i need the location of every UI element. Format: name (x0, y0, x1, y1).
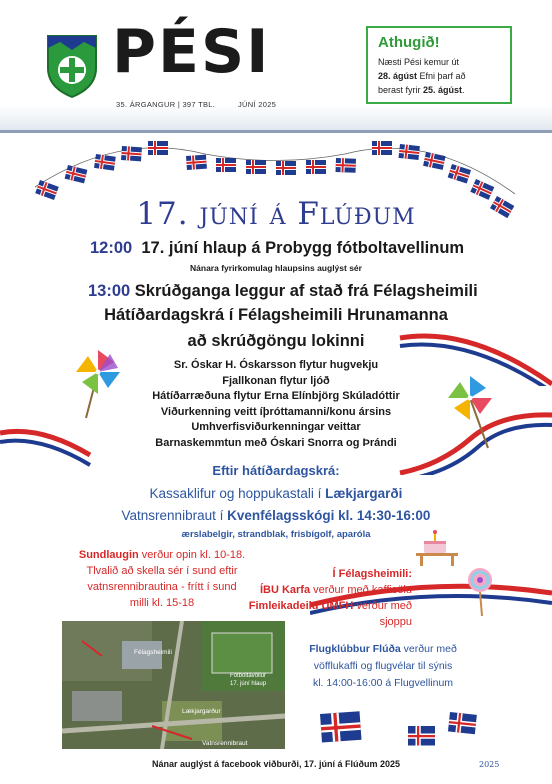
notice-line1: Næsti Pési kemur út (378, 57, 460, 67)
bunting-flag (276, 161, 296, 175)
bunting-flag (216, 158, 236, 172)
issue-date: JÚNÍ 2025 (238, 100, 277, 109)
pool-line-4: milli kl. 15-18 (129, 597, 195, 609)
hall-line-1: verður með kaffisölu (310, 584, 412, 596)
notice-text (378, 55, 500, 97)
notice-submit-date: 25. ágúst (423, 85, 463, 95)
pinwheel-icon (444, 374, 494, 450)
flight-line-3: kl. 14:00-16:00 á Flugvellinum (312, 677, 454, 689)
program-item: Hátíðarræðuna flytur Erna Elínbjörg Skúladóttir (152, 390, 400, 403)
cake-icon (412, 527, 462, 567)
run-line (90, 239, 464, 258)
pool-line-3: vatnsrennibrautina - frítt í sund (87, 581, 237, 593)
notice-title: Athugið! (378, 34, 440, 51)
bunting-flag (246, 160, 266, 174)
bunting-flag (372, 141, 392, 155)
flight-line-2: vöfflukaffi og flugvélar til sýnis (313, 660, 453, 672)
flight-club-name: Flugklúbbur Flúða (309, 643, 401, 655)
after-line-2-place: Kvenfélagsskógi kl. 14:30-16:00 (227, 508, 431, 523)
map-label-garden: Lækjargarður (182, 708, 221, 715)
program-item: Sr. Óskar H. Óskarsson flytur hugvekju (173, 359, 379, 371)
hall-club-2: Fimleikadeild UMFH (248, 600, 354, 612)
flight-club-info (294, 641, 472, 692)
bunting-flag (94, 154, 116, 171)
flight-line-1: verður með (400, 643, 457, 655)
map-label-field: Fótboltavöllur (230, 673, 267, 679)
flag-group (318, 710, 488, 760)
pool-line-2: Tlvalið að skella sér í sund eftir (86, 565, 238, 577)
run-subtext: Nánara fyrirkomulag hlaupsins auglýst sér (190, 263, 362, 273)
program-item: Barnaskemmtun með Óskari Snorra og Þrándi (155, 436, 397, 449)
run-text: 17. júní hlaup á Probygg fótboltavellinum (141, 239, 465, 257)
lollipop-icon (464, 566, 496, 618)
municipal-crest-icon (46, 34, 98, 98)
edition-label: 35. ÁRGANGUR | 397 TBL. (116, 100, 216, 109)
parade-time: 13:00 (88, 282, 131, 300)
bunting-flag (399, 144, 420, 160)
pool-title: Sundlaugin (78, 549, 139, 561)
after-line-1-text: Kassaklifur og hoppukastali í (149, 486, 326, 501)
after-line-1 (0, 486, 552, 501)
iceland-flag-icon (448, 712, 477, 734)
after-line-3: ærslabelgir, strandblak, frisbígolf, aparóla (181, 529, 371, 540)
festival-line-2: að skrúðgöngu lokinni (187, 332, 365, 350)
bunting-flag (186, 155, 207, 170)
hall-line-2: verður með sjoppu (353, 600, 412, 628)
event-title: 17. júní á Flúðum (136, 196, 416, 232)
bunting-flag (336, 158, 356, 173)
program-item: Viðurkenning veitt íþróttamanni/konu ársins (160, 405, 392, 418)
notice-line3-end: . (462, 85, 465, 95)
run-time: 12:00 (90, 239, 133, 257)
bunting-flag (148, 141, 168, 155)
after-program-title: Eftir hátíðardagskrá: (212, 463, 340, 478)
program-item: Fjallkonan flytur ljóð (222, 374, 330, 387)
map-label-field-2: 17. júní hlaup (230, 681, 267, 687)
notice-line3: berast fyrir (378, 85, 424, 95)
footer-text: Nánar auglýst á facebook viðburði, 17. júní á Flúðum 2025 (151, 759, 401, 769)
masthead-title: PÉSI (112, 17, 271, 87)
parade-text: Skrúðganga leggur af stað frá Félagsheimili (134, 282, 478, 300)
notice-box (366, 26, 512, 104)
after-line-2-text: Vatnsrennibraut í (121, 508, 228, 523)
program-item: Umhverfisviðurkenningar veittar (191, 421, 361, 434)
pool-line-1: verður opin kl. 10-18. (138, 549, 246, 561)
pinwheel-icon (74, 348, 124, 420)
hall-title: Í Félagsheimili: (332, 568, 412, 580)
hall-club-1: ÍBU Karfa (259, 584, 311, 596)
bunting-flag (423, 152, 445, 170)
area-map (62, 621, 285, 749)
iceland-flag-icon (320, 711, 361, 742)
bunting-flag (306, 160, 326, 174)
festival-line-1: Hátíðardagskrá í Félagsheimili Hrunamanna (104, 306, 448, 324)
notice-deadline-date: 28. ágúst (378, 71, 418, 81)
map-label-slide: Vatnsrennibraut (202, 740, 248, 747)
bunting-flag (65, 165, 88, 183)
map-label-hall: Félagsheimili (134, 649, 172, 656)
bunting-flag (448, 164, 471, 183)
parade-line (88, 282, 478, 301)
notice-line2: Efni þarf að (417, 71, 466, 81)
bunting-flag (121, 146, 142, 161)
footer-year: 2025 (479, 760, 500, 769)
after-line-2 (0, 508, 552, 523)
iceland-flag-icon (408, 726, 435, 746)
after-line-1-place: Lækjargarði (325, 486, 403, 501)
